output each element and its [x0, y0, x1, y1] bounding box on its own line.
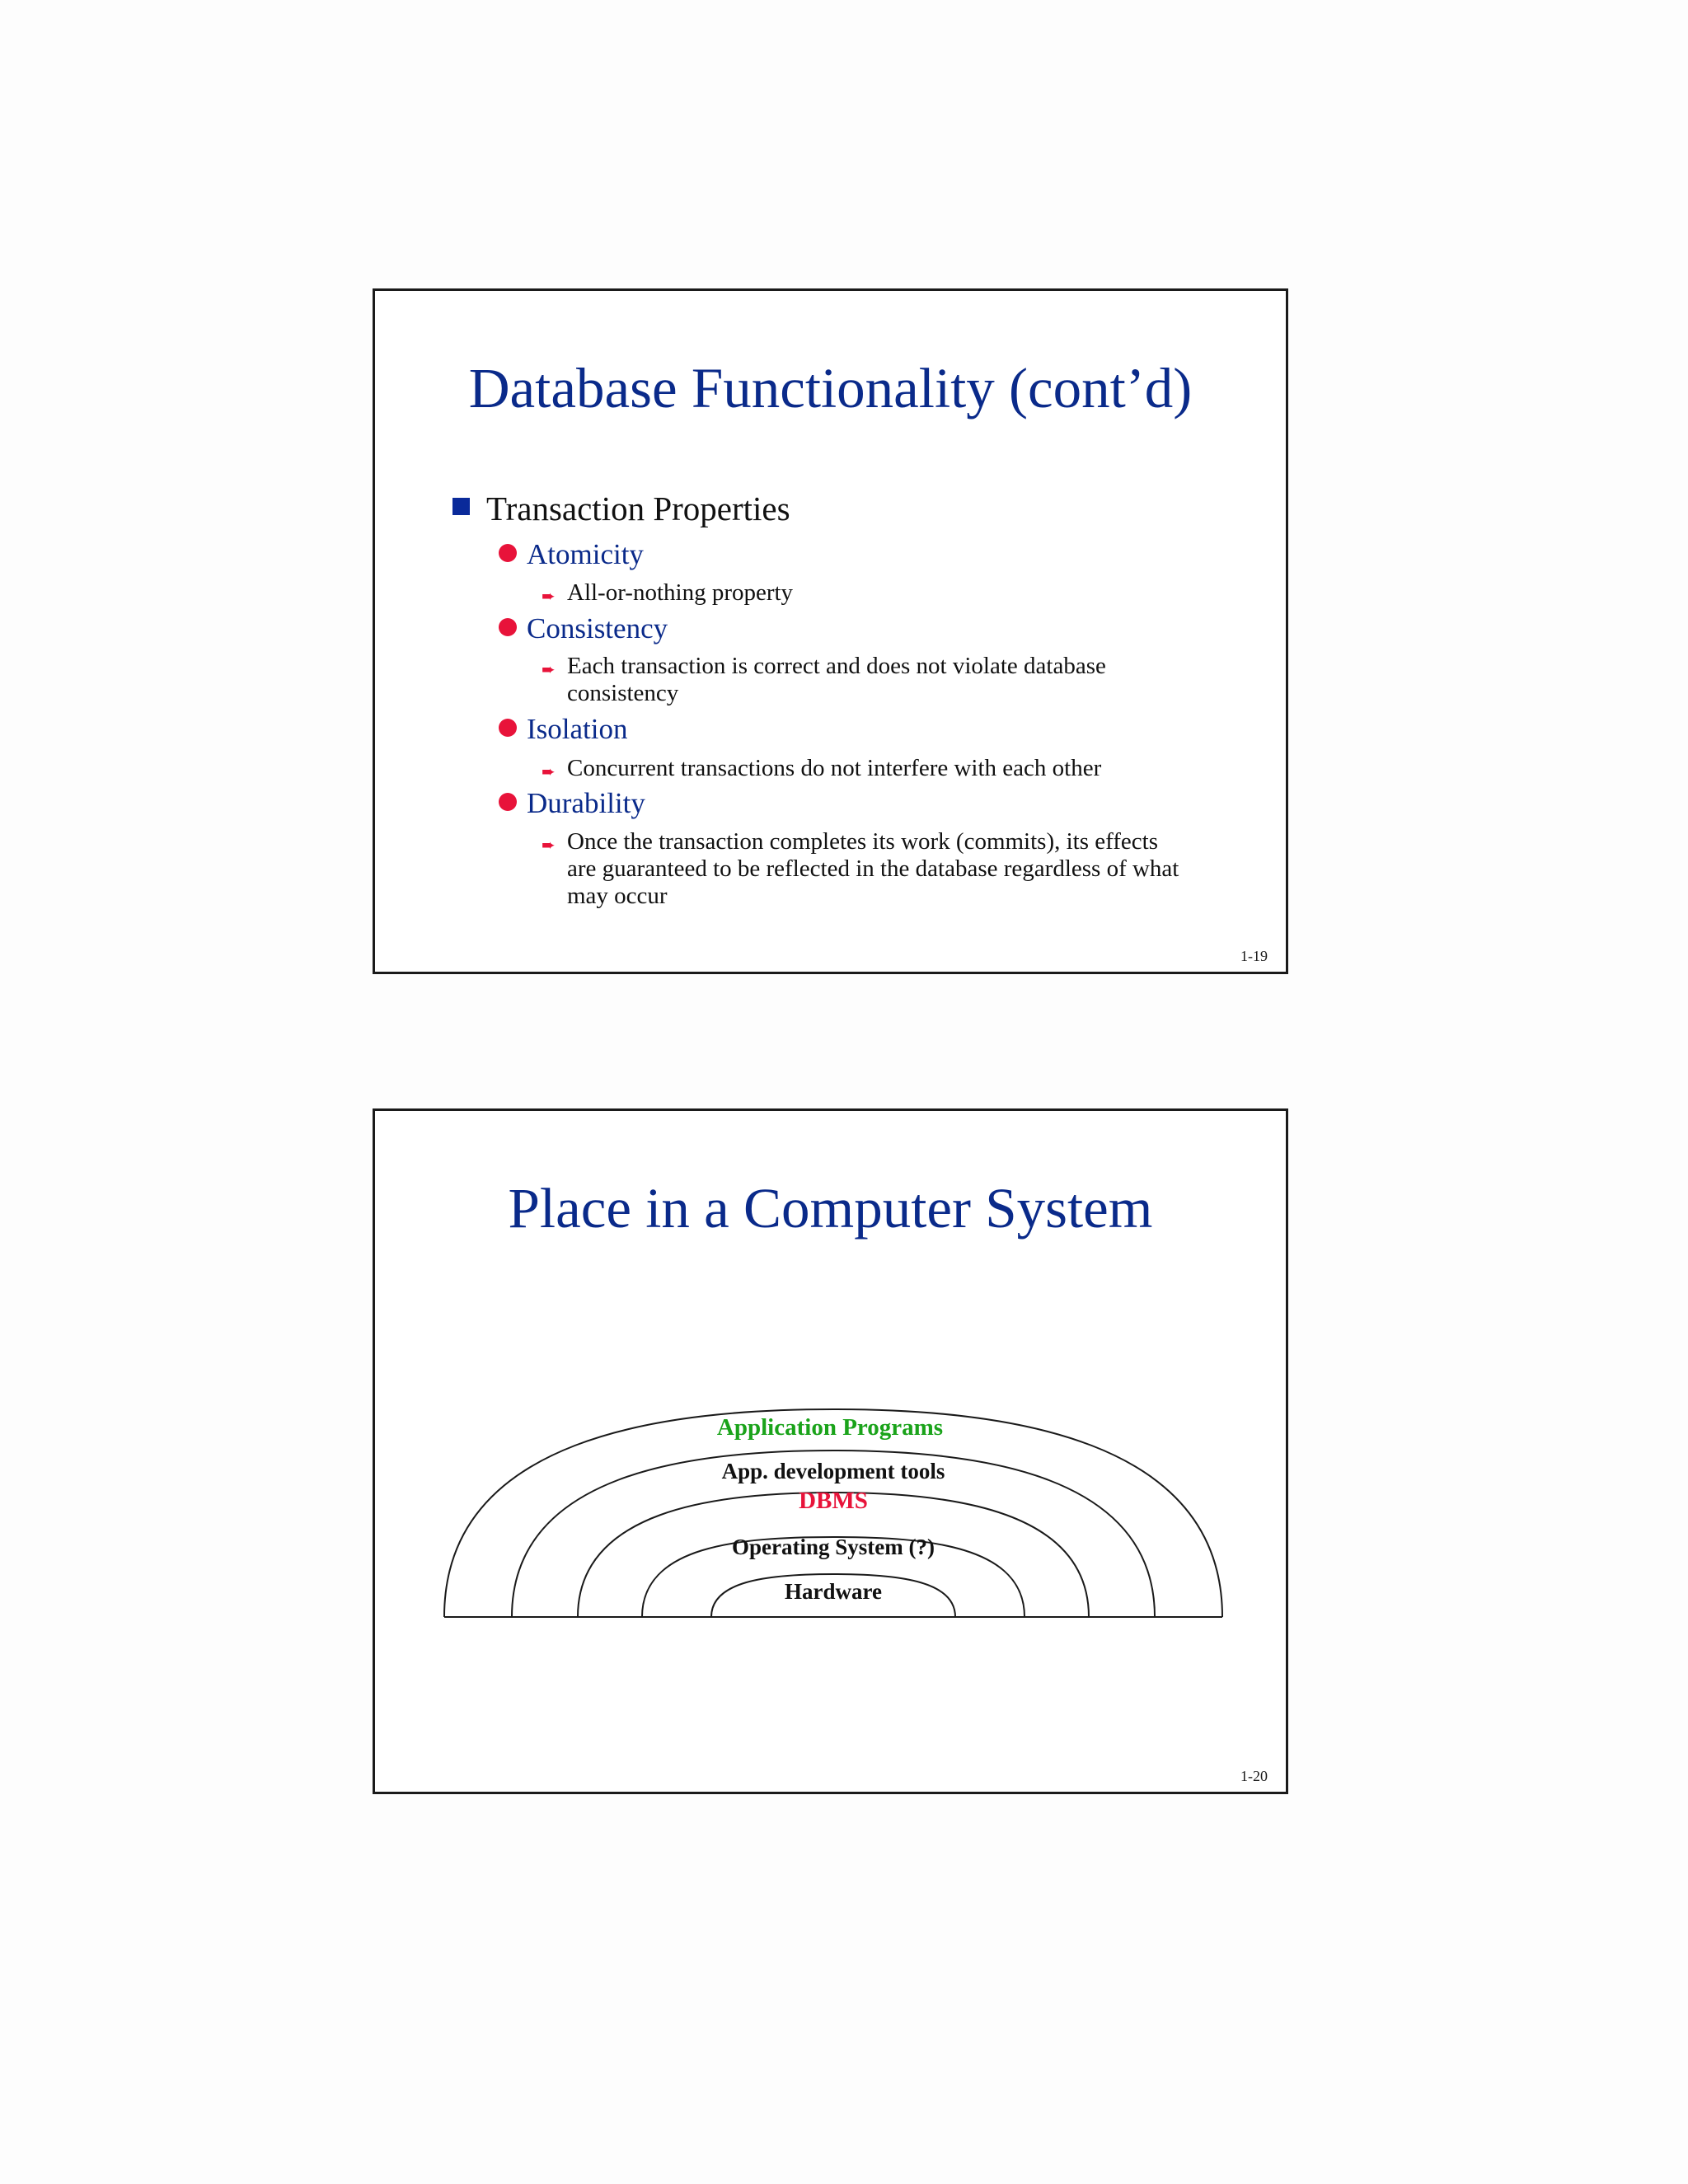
bullet-durability: [499, 789, 645, 818]
slide-number: 1-19: [1240, 948, 1268, 964]
bullet-transaction-properties: [452, 492, 790, 526]
bullet-consistency: [499, 614, 668, 643]
slide-database-functionality: [373, 288, 1288, 974]
layer-label-hardware: Hardware: [785, 1579, 882, 1604]
circle-bullet-icon: [499, 618, 517, 636]
arrow-bullet-icon: ➨: [542, 835, 556, 855]
bullet-atomicity: [499, 540, 644, 569]
bullet-isolation: [499, 715, 627, 743]
circle-bullet-icon: [499, 719, 517, 737]
slide-title: Place in a Computer System: [508, 1177, 1153, 1240]
bullet-term: Atomicity: [527, 538, 644, 570]
bullet-detail: All-or-nothing property: [567, 579, 794, 606]
arrow-bullet-icon: ➨: [542, 586, 556, 606]
layer-label-application-programs: Application Programs: [716, 1414, 944, 1441]
bullet-term: Durability: [527, 787, 645, 819]
sub-bullet-consistency: [542, 653, 1193, 707]
bullet-detail: Concurrent transactions do not interfere with each other: [567, 755, 1102, 781]
bullet-detail: Each transaction is correct and does not violate database consistency: [567, 653, 1106, 706]
sub-bullet-isolation: [542, 755, 1193, 782]
slide-title: Database Functionality (cont’d): [468, 357, 1193, 419]
slide-place-in-computer-system: [373, 1108, 1288, 1794]
arrow-bullet-icon: ➨: [542, 762, 556, 781]
square-bullet-icon: [452, 498, 470, 515]
layer-label-operating-system: Operating System (?): [732, 1535, 935, 1559]
layer-arcs-diagram: [375, 1111, 1286, 1792]
circle-bullet-icon: [499, 793, 517, 811]
bullet-text: Transaction Properties: [486, 490, 790, 527]
layer-label-app-development-tools: App. development tools: [721, 1459, 945, 1483]
arrow-bullet-icon: ➨: [542, 659, 556, 679]
sub-bullet-durability: [542, 828, 1193, 910]
sub-bullet-atomicity: [542, 579, 1193, 607]
bullet-term: Isolation: [527, 713, 628, 745]
layer-label-dbms: DBMS: [799, 1488, 868, 1514]
bullet-detail: Once the transaction completes its work (commits), its effects are guaranteed to be reflected in the database regardless of what may occur: [567, 828, 1179, 909]
slide-number: 1-20: [1240, 1768, 1268, 1784]
bullet-term: Consistency: [527, 612, 668, 644]
circle-bullet-icon: [499, 544, 517, 562]
